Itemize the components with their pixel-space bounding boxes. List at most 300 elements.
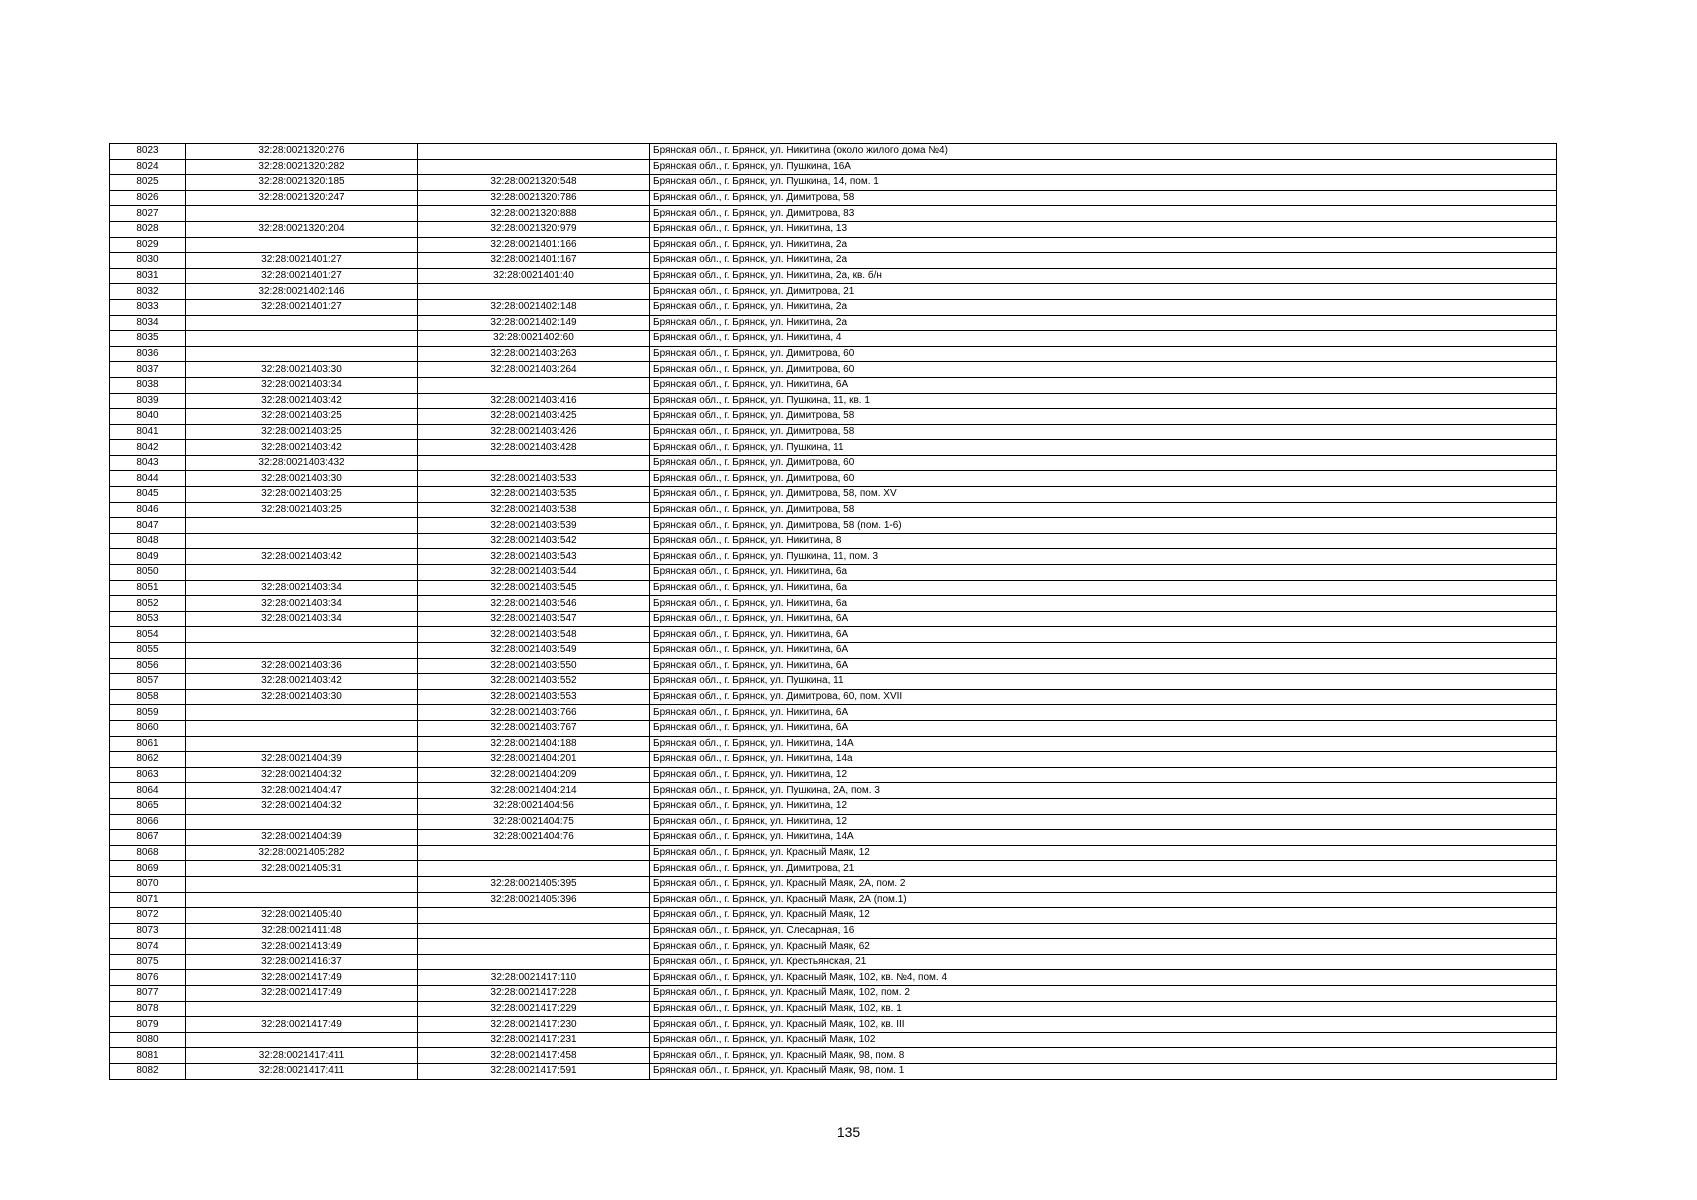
land-cadastral-number-cell: 32:28:0021403:34 [186, 611, 418, 627]
address-cell: Брянская обл., г. Брянск, ул. Пушкина, 14, пом. 1 [650, 175, 1557, 191]
row-number-cell: 8066 [110, 814, 186, 830]
object-cadastral-number-cell: 32:28:0021417:591 [418, 1064, 650, 1080]
object-cadastral-number-cell [418, 861, 650, 877]
table-row [110, 502, 1557, 518]
address-cell: Брянская обл., г. Брянск, ул. Пушкина, 16А [650, 159, 1557, 175]
address-cell: Брянская обл., г. Брянск, ул. Димитрова, 58 [650, 409, 1557, 425]
land-cadastral-number-cell: 32:28:0021401:27 [186, 268, 418, 284]
row-number-cell: 8030 [110, 253, 186, 269]
table-row [110, 268, 1557, 284]
row-number-cell: 8043 [110, 455, 186, 471]
address-cell: Брянская обл., г. Брянск, ул. Димитрова, 21 [650, 861, 1557, 877]
table-row [110, 424, 1557, 440]
address-cell: Брянская обл., г. Брянск, ул. Слесарная, 16 [650, 923, 1557, 939]
land-cadastral-number-cell: 32:28:0021403:42 [186, 440, 418, 456]
row-number-cell: 8081 [110, 1048, 186, 1064]
object-cadastral-number-cell: 32:28:0021401:166 [418, 237, 650, 253]
row-number-cell: 8075 [110, 954, 186, 970]
table-row [110, 736, 1557, 752]
address-cell: Брянская обл., г. Брянск, ул. Никитина, 6а [650, 580, 1557, 596]
land-cadastral-number-cell: 32:28:0021404:47 [186, 783, 418, 799]
object-cadastral-number-cell: 32:28:0021417:458 [418, 1048, 650, 1064]
table-row [110, 830, 1557, 846]
row-number-cell: 8052 [110, 596, 186, 612]
address-cell: Брянская обл., г. Брянск, ул. Никитина, 14А [650, 830, 1557, 846]
table-row [110, 1001, 1557, 1017]
land-cadastral-number-cell: 32:28:0021403:30 [186, 362, 418, 378]
land-cadastral-number-cell: 32:28:0021404:32 [186, 798, 418, 814]
table-row [110, 611, 1557, 627]
land-cadastral-number-cell: 32:28:0021401:27 [186, 299, 418, 315]
land-cadastral-number-cell: 32:28:0021403:34 [186, 580, 418, 596]
land-cadastral-number-cell [186, 565, 418, 581]
address-cell: Брянская обл., г. Брянск, ул. Никитина, 6А [650, 643, 1557, 659]
land-cadastral-number-cell [186, 331, 418, 347]
table-row [110, 876, 1557, 892]
land-cadastral-number-cell [186, 206, 418, 222]
row-number-cell: 8078 [110, 1001, 186, 1017]
table-row [110, 518, 1557, 534]
object-cadastral-number-cell: 32:28:0021417:229 [418, 1001, 650, 1017]
page-number: 135 [836, 1124, 861, 1140]
address-cell: Брянская обл., г. Брянск, ул. Никитина, 14А [650, 736, 1557, 752]
object-cadastral-number-cell: 32:28:0021404:201 [418, 752, 650, 768]
table-row [110, 221, 1557, 237]
table-row [110, 814, 1557, 830]
address-cell: Брянская обл., г. Брянск, ул. Красный Маяк, 62 [650, 939, 1557, 955]
land-cadastral-number-cell: 32:28:0021403:25 [186, 487, 418, 503]
address-cell: Брянская обл., г. Брянск, ул. Никитина, 2а [650, 315, 1557, 331]
registry-table-body [110, 144, 1557, 1080]
address-cell: Брянская обл., г. Брянск, ул. Никитина, 12 [650, 798, 1557, 814]
object-cadastral-number-cell: 32:28:0021403:767 [418, 720, 650, 736]
object-cadastral-number-cell: 32:28:0021405:395 [418, 876, 650, 892]
table-row [110, 237, 1557, 253]
table-row [110, 159, 1557, 175]
object-cadastral-number-cell: 32:28:0021417:228 [418, 986, 650, 1002]
object-cadastral-number-cell [418, 923, 650, 939]
row-number-cell: 8063 [110, 767, 186, 783]
row-number-cell: 8040 [110, 409, 186, 425]
address-cell: Брянская обл., г. Брянск, ул. Никитина, 12 [650, 767, 1557, 783]
land-cadastral-number-cell: 32:28:0021320:282 [186, 159, 418, 175]
land-cadastral-number-cell: 32:28:0021411:48 [186, 923, 418, 939]
object-cadastral-number-cell: 32:28:0021403:533 [418, 471, 650, 487]
object-cadastral-number-cell: 32:28:0021403:545 [418, 580, 650, 596]
row-number-cell: 8068 [110, 845, 186, 861]
address-cell: Брянская обл., г. Брянск, ул. Никитина, 2а [650, 253, 1557, 269]
table-row [110, 471, 1557, 487]
table-row [110, 284, 1557, 300]
land-cadastral-number-cell: 32:28:0021405:40 [186, 908, 418, 924]
land-cadastral-number-cell: 32:28:0021417:49 [186, 970, 418, 986]
object-cadastral-number-cell [418, 908, 650, 924]
row-number-cell: 8058 [110, 689, 186, 705]
address-cell: Брянская обл., г. Брянск, ул. Никитина, 14а [650, 752, 1557, 768]
row-number-cell: 8036 [110, 346, 186, 362]
address-cell: Брянская обл., г. Брянск, ул. Димитрова, 58 (пом. 1-6) [650, 518, 1557, 534]
row-number-cell: 8050 [110, 565, 186, 581]
table-row [110, 549, 1557, 565]
address-cell: Брянская обл., г. Брянск, ул. Пушкина, 11 [650, 674, 1557, 690]
address-cell: Брянская обл., г. Брянск, ул. Димитрова, 21 [650, 284, 1557, 300]
land-cadastral-number-cell: 32:28:0021403:25 [186, 424, 418, 440]
row-number-cell: 8049 [110, 549, 186, 565]
object-cadastral-number-cell: 32:28:0021403:544 [418, 565, 650, 581]
address-cell: Брянская обл., г. Брянск, ул. Никитина, 6А [650, 658, 1557, 674]
object-cadastral-number-cell: 32:28:0021404:56 [418, 798, 650, 814]
address-cell: Брянская обл., г. Брянск, ул. Красный Маяк, 102, кв. №4, пом. 4 [650, 970, 1557, 986]
address-cell: Брянская обл., г. Брянск, ул. Крестьянская, 21 [650, 954, 1557, 970]
address-cell: Брянская обл., г. Брянск, ул. Красный Маяк, 12 [650, 908, 1557, 924]
row-number-cell: 8044 [110, 471, 186, 487]
object-cadastral-number-cell: 32:28:0021402:60 [418, 331, 650, 347]
row-number-cell: 8041 [110, 424, 186, 440]
object-cadastral-number-cell: 32:28:0021403:549 [418, 643, 650, 659]
object-cadastral-number-cell: 32:28:0021404:75 [418, 814, 650, 830]
address-cell: Брянская обл., г. Брянск, ул. Пушкина, 11, пом. 3 [650, 549, 1557, 565]
address-cell: Брянская обл., г. Брянск, ул. Димитрова, 58 [650, 424, 1557, 440]
object-cadastral-number-cell [418, 845, 650, 861]
address-cell: Брянская обл., г. Брянск, ул. Никитина, 2а [650, 237, 1557, 253]
object-cadastral-number-cell [418, 455, 650, 471]
row-number-cell: 8077 [110, 986, 186, 1002]
object-cadastral-number-cell: 32:28:0021403:547 [418, 611, 650, 627]
address-cell: Брянская обл., г. Брянск, ул. Димитрова, 58 [650, 502, 1557, 518]
object-cadastral-number-cell: 32:28:0021417:230 [418, 1017, 650, 1033]
row-number-cell: 8064 [110, 783, 186, 799]
object-cadastral-number-cell: 32:28:0021403:426 [418, 424, 650, 440]
address-cell: Брянская обл., г. Брянск, ул. Красный Маяк, 2А (пом.1) [650, 892, 1557, 908]
row-number-cell: 8029 [110, 237, 186, 253]
row-number-cell: 8080 [110, 1032, 186, 1048]
object-cadastral-number-cell [418, 377, 650, 393]
land-cadastral-number-cell [186, 1001, 418, 1017]
object-cadastral-number-cell: 32:28:0021403:543 [418, 549, 650, 565]
row-number-cell: 8069 [110, 861, 186, 877]
object-cadastral-number-cell: 32:28:0021404:209 [418, 767, 650, 783]
row-number-cell: 8073 [110, 923, 186, 939]
address-cell: Брянская обл., г. Брянск, ул. Никитина, 6а [650, 565, 1557, 581]
address-cell: Брянская обл., г. Брянск, ул. Никитина, 2а [650, 299, 1557, 315]
address-cell: Брянская обл., г. Брянск, ул. Никитина (около жилого дома №4) [650, 144, 1557, 160]
table-row [110, 892, 1557, 908]
object-cadastral-number-cell: 32:28:0021402:149 [418, 315, 650, 331]
object-cadastral-number-cell: 32:28:0021403:546 [418, 596, 650, 612]
land-cadastral-number-cell: 32:28:0021320:185 [186, 175, 418, 191]
table-row [110, 923, 1557, 939]
land-cadastral-number-cell: 32:28:0021403:34 [186, 596, 418, 612]
row-number-cell: 8025 [110, 175, 186, 191]
object-cadastral-number-cell: 32:28:0021405:396 [418, 892, 650, 908]
object-cadastral-number-cell: 32:28:0021320:979 [418, 221, 650, 237]
object-cadastral-number-cell: 32:28:0021417:110 [418, 970, 650, 986]
table-row [110, 783, 1557, 799]
table-row [110, 175, 1557, 191]
table-row [110, 689, 1557, 705]
row-number-cell: 8072 [110, 908, 186, 924]
address-cell: Брянская обл., г. Брянск, ул. Димитрова, 60 [650, 471, 1557, 487]
object-cadastral-number-cell: 32:28:0021403:553 [418, 689, 650, 705]
address-cell: Брянская обл., г. Брянск, ул. Пушкина, 11 [650, 440, 1557, 456]
table-row [110, 331, 1557, 347]
table-row [110, 1017, 1557, 1033]
object-cadastral-number-cell: 32:28:0021404:214 [418, 783, 650, 799]
row-number-cell: 8032 [110, 284, 186, 300]
table-row [110, 705, 1557, 721]
address-cell: Брянская обл., г. Брянск, ул. Димитрова, 60 [650, 362, 1557, 378]
table-row [110, 190, 1557, 206]
object-cadastral-number-cell: 32:28:0021403:550 [418, 658, 650, 674]
land-cadastral-number-cell: 32:28:0021403:25 [186, 502, 418, 518]
table-row [110, 565, 1557, 581]
table-row [110, 658, 1557, 674]
address-cell: Брянская обл., г. Брянск, ул. Никитина, 6А [650, 611, 1557, 627]
land-cadastral-number-cell: 32:28:0021403:432 [186, 455, 418, 471]
land-cadastral-number-cell: 32:28:0021401:27 [186, 253, 418, 269]
row-number-cell: 8046 [110, 502, 186, 518]
row-number-cell: 8074 [110, 939, 186, 955]
object-cadastral-number-cell: 32:28:0021417:231 [418, 1032, 650, 1048]
object-cadastral-number-cell: 32:28:0021403:535 [418, 487, 650, 503]
row-number-cell: 8045 [110, 487, 186, 503]
object-cadastral-number-cell: 32:28:0021320:888 [418, 206, 650, 222]
address-cell: Брянская обл., г. Брянск, ул. Никитина, 12 [650, 814, 1557, 830]
table-row [110, 393, 1557, 409]
object-cadastral-number-cell: 32:28:0021403:548 [418, 627, 650, 643]
row-number-cell: 8070 [110, 876, 186, 892]
land-cadastral-number-cell: 32:28:0021403:30 [186, 471, 418, 487]
land-cadastral-number-cell: 32:28:0021404:39 [186, 752, 418, 768]
land-cadastral-number-cell [186, 736, 418, 752]
address-cell: Брянская обл., г. Брянск, ул. Никитина, 6а [650, 596, 1557, 612]
land-cadastral-number-cell [186, 876, 418, 892]
land-cadastral-number-cell [186, 518, 418, 534]
row-number-cell: 8039 [110, 393, 186, 409]
land-cadastral-number-cell: 32:28:0021403:36 [186, 658, 418, 674]
object-cadastral-number-cell: 32:28:0021403:425 [418, 409, 650, 425]
object-cadastral-number-cell: 32:28:0021403:542 [418, 533, 650, 549]
table-row [110, 970, 1557, 986]
land-cadastral-number-cell: 32:28:0021405:282 [186, 845, 418, 861]
row-number-cell: 8079 [110, 1017, 186, 1033]
land-cadastral-number-cell: 32:28:0021417:49 [186, 1017, 418, 1033]
address-cell: Брянская обл., г. Брянск, ул. Никитина, 13 [650, 221, 1557, 237]
address-cell: Брянская обл., г. Брянск, ул. Красный Маяк, 102, пом. 2 [650, 986, 1557, 1002]
row-number-cell: 8053 [110, 611, 186, 627]
row-number-cell: 8034 [110, 315, 186, 331]
table-row [110, 299, 1557, 315]
row-number-cell: 8051 [110, 580, 186, 596]
land-cadastral-number-cell: 32:28:0021417:411 [186, 1048, 418, 1064]
object-cadastral-number-cell: 32:28:0021403:428 [418, 440, 650, 456]
table-row [110, 986, 1557, 1002]
table-row [110, 315, 1557, 331]
table-row [110, 908, 1557, 924]
land-cadastral-number-cell [186, 346, 418, 362]
land-cadastral-number-cell [186, 533, 418, 549]
row-number-cell: 8061 [110, 736, 186, 752]
object-cadastral-number-cell: 32:28:0021401:167 [418, 253, 650, 269]
address-cell: Брянская обл., г. Брянск, ул. Красный Маяк, 2А, пом. 2 [650, 876, 1557, 892]
table-row [110, 767, 1557, 783]
object-cadastral-number-cell [418, 144, 650, 160]
table-row [110, 798, 1557, 814]
row-number-cell: 8035 [110, 331, 186, 347]
address-cell: Брянская обл., г. Брянск, ул. Никитина, 6А [650, 720, 1557, 736]
table-row [110, 674, 1557, 690]
object-cadastral-number-cell: 32:28:0021401:40 [418, 268, 650, 284]
row-number-cell: 8071 [110, 892, 186, 908]
address-cell: Брянская обл., г. Брянск, ул. Пушкина, 11, кв. 1 [650, 393, 1557, 409]
address-cell: Брянская обл., г. Брянск, ул. Никитина, 4 [650, 331, 1557, 347]
land-cadastral-number-cell: 32:28:0021404:32 [186, 767, 418, 783]
object-cadastral-number-cell [418, 954, 650, 970]
table-row [110, 440, 1557, 456]
table-row [110, 580, 1557, 596]
table-row [110, 627, 1557, 643]
row-number-cell: 8033 [110, 299, 186, 315]
land-cadastral-number-cell: 32:28:0021416:37 [186, 954, 418, 970]
table-row [110, 346, 1557, 362]
row-number-cell: 8057 [110, 674, 186, 690]
object-cadastral-number-cell: 32:28:0021403:264 [418, 362, 650, 378]
address-cell: Брянская обл., г. Брянск, ул. Димитрова, 60 [650, 455, 1557, 471]
land-cadastral-number-cell: 32:28:0021413:49 [186, 939, 418, 955]
land-cadastral-number-cell: 32:28:0021417:411 [186, 1064, 418, 1080]
address-cell: Брянская обл., г. Брянск, ул. Никитина, 2а, кв. б/н [650, 268, 1557, 284]
table-row [110, 409, 1557, 425]
address-cell: Брянская обл., г. Брянск, ул. Красный Маяк, 98, пом. 1 [650, 1064, 1557, 1080]
table-row [110, 845, 1557, 861]
table-row [110, 533, 1557, 549]
row-number-cell: 8065 [110, 798, 186, 814]
address-cell: Брянская обл., г. Брянск, ул. Димитрова, 83 [650, 206, 1557, 222]
address-cell: Брянская обл., г. Брянск, ул. Красный Маяк, 98, пом. 8 [650, 1048, 1557, 1064]
object-cadastral-number-cell: 32:28:0021402:148 [418, 299, 650, 315]
land-cadastral-number-cell: 32:28:0021417:49 [186, 986, 418, 1002]
row-number-cell: 8062 [110, 752, 186, 768]
land-cadastral-number-cell: 32:28:0021403:25 [186, 409, 418, 425]
address-cell: Брянская обл., г. Брянск, ул. Димитрова, 58, пом. XV [650, 487, 1557, 503]
table-row [110, 1064, 1557, 1080]
address-cell: Брянская обл., г. Брянск, ул. Красный Маяк, 102, кв. 1 [650, 1001, 1557, 1017]
table-row [110, 455, 1557, 471]
row-number-cell: 8026 [110, 190, 186, 206]
row-number-cell: 8076 [110, 970, 186, 986]
land-cadastral-number-cell: 32:28:0021405:31 [186, 861, 418, 877]
table-row [110, 596, 1557, 612]
object-cadastral-number-cell [418, 284, 650, 300]
land-cadastral-number-cell [186, 1032, 418, 1048]
object-cadastral-number-cell [418, 939, 650, 955]
table-row [110, 939, 1557, 955]
row-number-cell: 8056 [110, 658, 186, 674]
table-row [110, 1048, 1557, 1064]
row-number-cell: 8067 [110, 830, 186, 846]
row-number-cell: 8054 [110, 627, 186, 643]
land-cadastral-number-cell [186, 705, 418, 721]
land-cadastral-number-cell [186, 643, 418, 659]
land-cadastral-number-cell: 32:28:0021403:34 [186, 377, 418, 393]
object-cadastral-number-cell: 32:28:0021320:786 [418, 190, 650, 206]
table-row [110, 643, 1557, 659]
object-cadastral-number-cell: 32:28:0021403:263 [418, 346, 650, 362]
row-number-cell: 8027 [110, 206, 186, 222]
table-row [110, 720, 1557, 736]
land-cadastral-number-cell: 32:28:0021403:30 [186, 689, 418, 705]
address-cell: Брянская обл., г. Брянск, ул. Пушкина, 2А, пом. 3 [650, 783, 1557, 799]
table-row [110, 253, 1557, 269]
land-cadastral-number-cell [186, 814, 418, 830]
row-number-cell: 8047 [110, 518, 186, 534]
object-cadastral-number-cell: 32:28:0021403:552 [418, 674, 650, 690]
land-cadastral-number-cell [186, 720, 418, 736]
table-row [110, 206, 1557, 222]
table-row [110, 861, 1557, 877]
land-cadastral-number-cell [186, 237, 418, 253]
address-cell: Брянская обл., г. Брянск, ул. Никитина, 8 [650, 533, 1557, 549]
row-number-cell: 8059 [110, 705, 186, 721]
row-number-cell: 8023 [110, 144, 186, 160]
address-cell: Брянская обл., г. Брянск, ул. Димитрова, 58 [650, 190, 1557, 206]
row-number-cell: 8037 [110, 362, 186, 378]
address-cell: Брянская обл., г. Брянск, ул. Димитрова, 60 [650, 346, 1557, 362]
land-cadastral-number-cell [186, 315, 418, 331]
address-cell: Брянская обл., г. Брянск, ул. Никитина, 6А [650, 705, 1557, 721]
land-cadastral-number-cell: 32:28:0021320:247 [186, 190, 418, 206]
land-cadastral-number-cell: 32:28:0021403:42 [186, 674, 418, 690]
address-cell: Брянская обл., г. Брянск, ул. Красный Маяк, 102, кв. III [650, 1017, 1557, 1033]
row-number-cell: 8042 [110, 440, 186, 456]
land-cadastral-number-cell [186, 892, 418, 908]
registry-table [109, 143, 1557, 1080]
row-number-cell: 8031 [110, 268, 186, 284]
object-cadastral-number-cell: 32:28:0021403:538 [418, 502, 650, 518]
land-cadastral-number-cell: 32:28:0021403:42 [186, 393, 418, 409]
table-row [110, 377, 1557, 393]
land-cadastral-number-cell: 32:28:0021404:39 [186, 830, 418, 846]
table-row [110, 487, 1557, 503]
address-cell: Брянская обл., г. Брянск, ул. Димитрова, 60, пом. XVII [650, 689, 1557, 705]
row-number-cell: 8038 [110, 377, 186, 393]
object-cadastral-number-cell: 32:28:0021403:766 [418, 705, 650, 721]
land-cadastral-number-cell: 32:28:0021320:276 [186, 144, 418, 160]
object-cadastral-number-cell [418, 159, 650, 175]
land-cadastral-number-cell: 32:28:0021320:204 [186, 221, 418, 237]
object-cadastral-number-cell: 32:28:0021320:548 [418, 175, 650, 191]
row-number-cell: 8048 [110, 533, 186, 549]
row-number-cell: 8055 [110, 643, 186, 659]
row-number-cell: 8060 [110, 720, 186, 736]
address-cell: Брянская обл., г. Брянск, ул. Никитина, 6А [650, 627, 1557, 643]
row-number-cell: 8082 [110, 1064, 186, 1080]
land-cadastral-number-cell: 32:28:0021403:42 [186, 549, 418, 565]
table-row [110, 144, 1557, 160]
address-cell: Брянская обл., г. Брянск, ул. Никитина, 6А [650, 377, 1557, 393]
object-cadastral-number-cell: 32:28:0021403:539 [418, 518, 650, 534]
table-row [110, 362, 1557, 378]
address-cell: Брянская обл., г. Брянск, ул. Красный Маяк, 12 [650, 845, 1557, 861]
object-cadastral-number-cell: 32:28:0021404:76 [418, 830, 650, 846]
object-cadastral-number-cell: 32:28:0021403:416 [418, 393, 650, 409]
object-cadastral-number-cell: 32:28:0021404:188 [418, 736, 650, 752]
address-cell: Брянская обл., г. Брянск, ул. Красный Маяк, 102 [650, 1032, 1557, 1048]
table-row [110, 954, 1557, 970]
row-number-cell: 8024 [110, 159, 186, 175]
land-cadastral-number-cell [186, 627, 418, 643]
row-number-cell: 8028 [110, 221, 186, 237]
